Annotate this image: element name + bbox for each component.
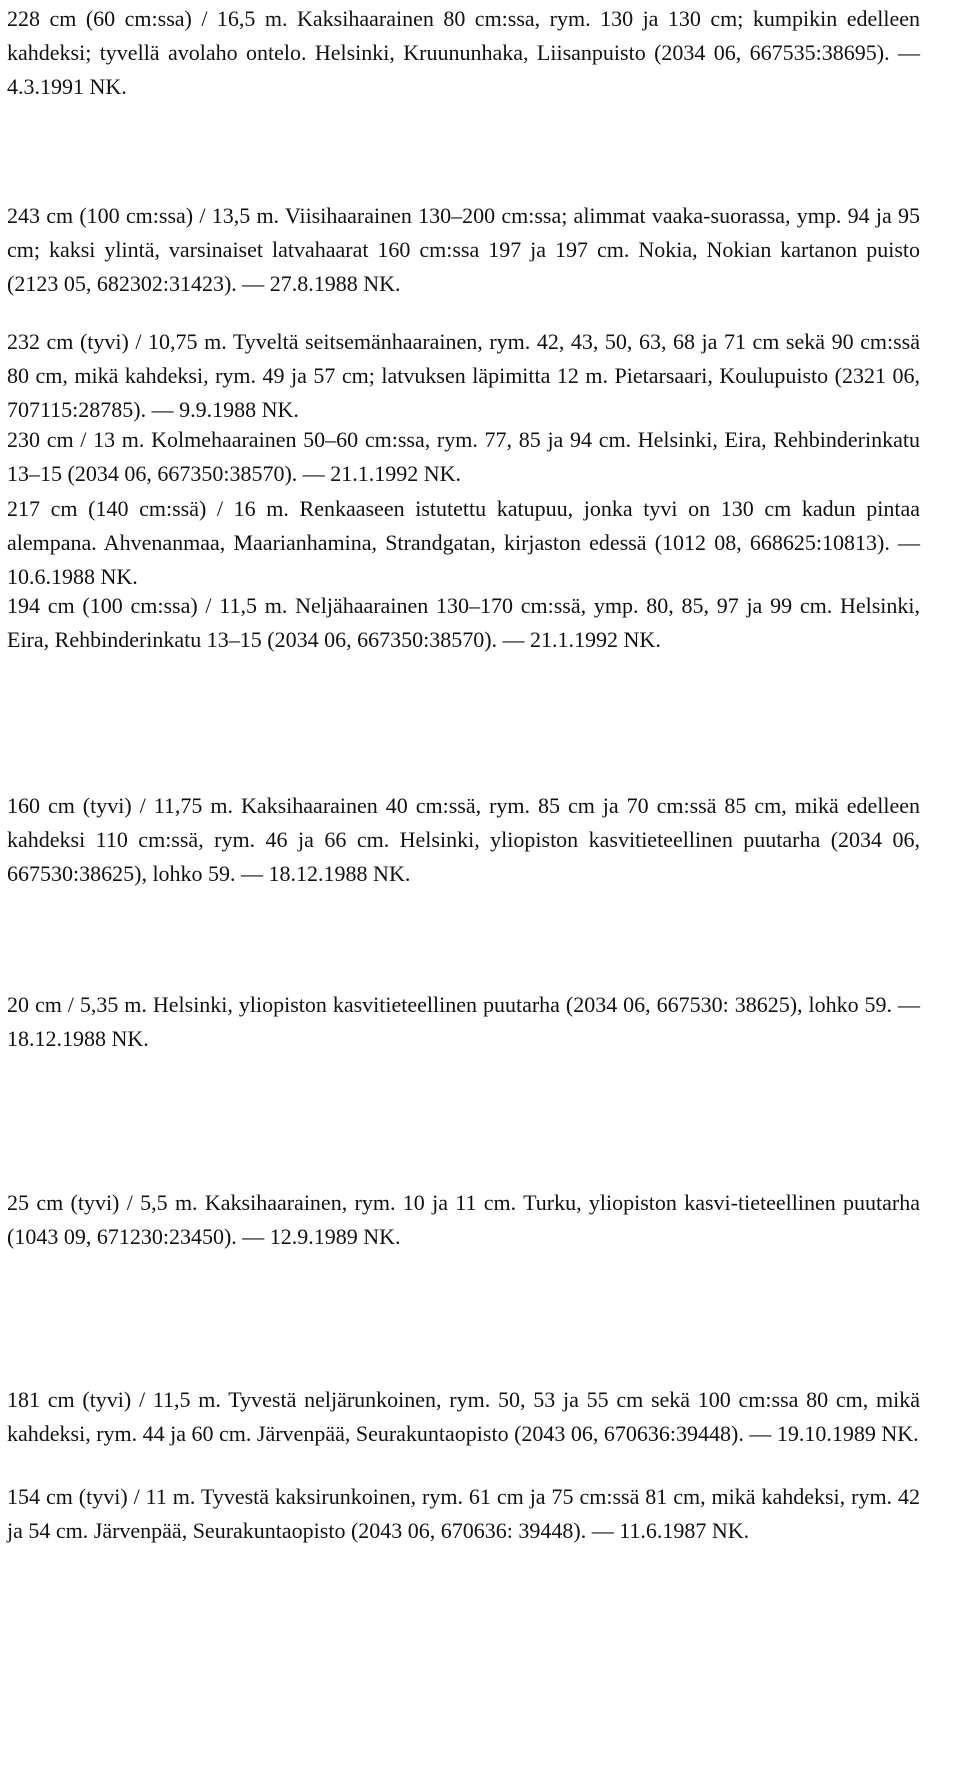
tree-record-8: 20 cm / 5,35 m. Helsinki, yliopiston kasvitieteellinen puutarha (2034 06, 667530: 38625), lohko 59. — 18.12.1988 NK. [7,992,920,1051]
tree-record-9: 25 cm (tyvi) / 5,5 m. Kaksihaarainen, rym. 10 ja 11 cm. Turku, yliopiston kasvi-tieteellinen puutarha (1043 09, 671230:23450). — 12.9.1989 NK. [7,1190,920,1249]
tree-record-3: 232 cm (tyvi) / 10,75 m. Tyveltä seitsemänhaarainen, rym. 42, 43, 50, 63, 68 ja 71 cm sekä 90 cm:ssä 80 cm, mikä kahdeksi, rym. 49 ja 57 cm; latvuksen läpimitta 12 m. Pietarsaari, Koulupuisto (2321 06, 707115:28785). — 9.9.1988 NK. [7,329,920,422]
tree-record-7: 160 cm (tyvi) / 11,75 m. Kaksihaarainen 40 cm:ssä, rym. 85 cm ja 70 cm:ssä 85 cm, mikä edelleen kahdeksi 110 cm:ssä, rym. 46 ja 66 cm. Helsinki, yliopiston kasvitieteellinen puutarha (2034 06, 667530:38625), lohko 59. — 18.12.1988 NK. [7,793,920,886]
tree-record-4: 230 cm / 13 m. Kolmehaarainen 50–60 cm:ssa, rym. 77, 85 ja 94 cm. Helsinki, Eira, Rehbinderinkatu 13–15 (2034 06, 667350:38570). — 21.1.1992 NK. [7,427,920,486]
tree-record-2: 243 cm (100 cm:ssa) / 13,5 m. Viisihaarainen 130–200 cm:ssa; alimmat vaaka-suorassa, ymp. 94 ja 95 cm; kaksi ylintä, varsinaiset latvahaarat 160 cm:ssa 197 ja 197 cm. Nokia, Nokian kartanon puisto (2123 05, 682302:31423). — 27.8.1988 NK. [7,203,920,296]
tree-record-6: 194 cm (100 cm:ssa) / 11,5 m. Neljähaarainen 130–170 cm:ssä, ymp. 80, 85, 97 ja 99 cm. Helsinki, Eira, Rehbinderinkatu 13–15 (2034 06, 667350:38570). — 21.1.1992 NK. [7,593,920,652]
tree-record-1: 228 cm (60 cm:ssa) / 16,5 m. Kaksihaarainen 80 cm:ssa, rym. 130 ja 130 cm; kumpikin edelleen kahdeksi; tyvellä avolaho ontelo. Helsinki, Kruununhaka, Liisanpuisto (2034 06, 667535:38695). — 4.3.1991 NK. [7,6,920,99]
tree-record-10: 181 cm (tyvi) / 11,5 m. Tyvestä neljärunkoinen, rym. 50, 53 ja 55 cm sekä 100 cm:ssa 80 cm, mikä kahdeksi, rym. 44 ja 60 cm. Järvenpää, Seurakuntaopisto (2043 06, 670636:39448). — 19.10.1989 NK. [7,1387,920,1446]
tree-record-5: 217 cm (140 cm:ssä) / 16 m. Renkaaseen istutettu katupuu, jonka tyvi on 130 cm kadun pintaa alempana. Ahvenanmaa, Maarianhamina, Strandgatan, kirjaston edessä (1012 08, 668625:10813). — 10.6.1988 NK. [7,496,920,589]
tree-record-11: 154 cm (tyvi) / 11 m. Tyvestä kaksirunkoinen, rym. 61 cm ja 75 cm:ssä 81 cm, mikä kahdeksi, rym. 42 ja 54 cm. Järvenpää, Seurakuntaopisto (2043 06, 670636: 39448). — 11.6.1987 NK. [7,1484,920,1543]
